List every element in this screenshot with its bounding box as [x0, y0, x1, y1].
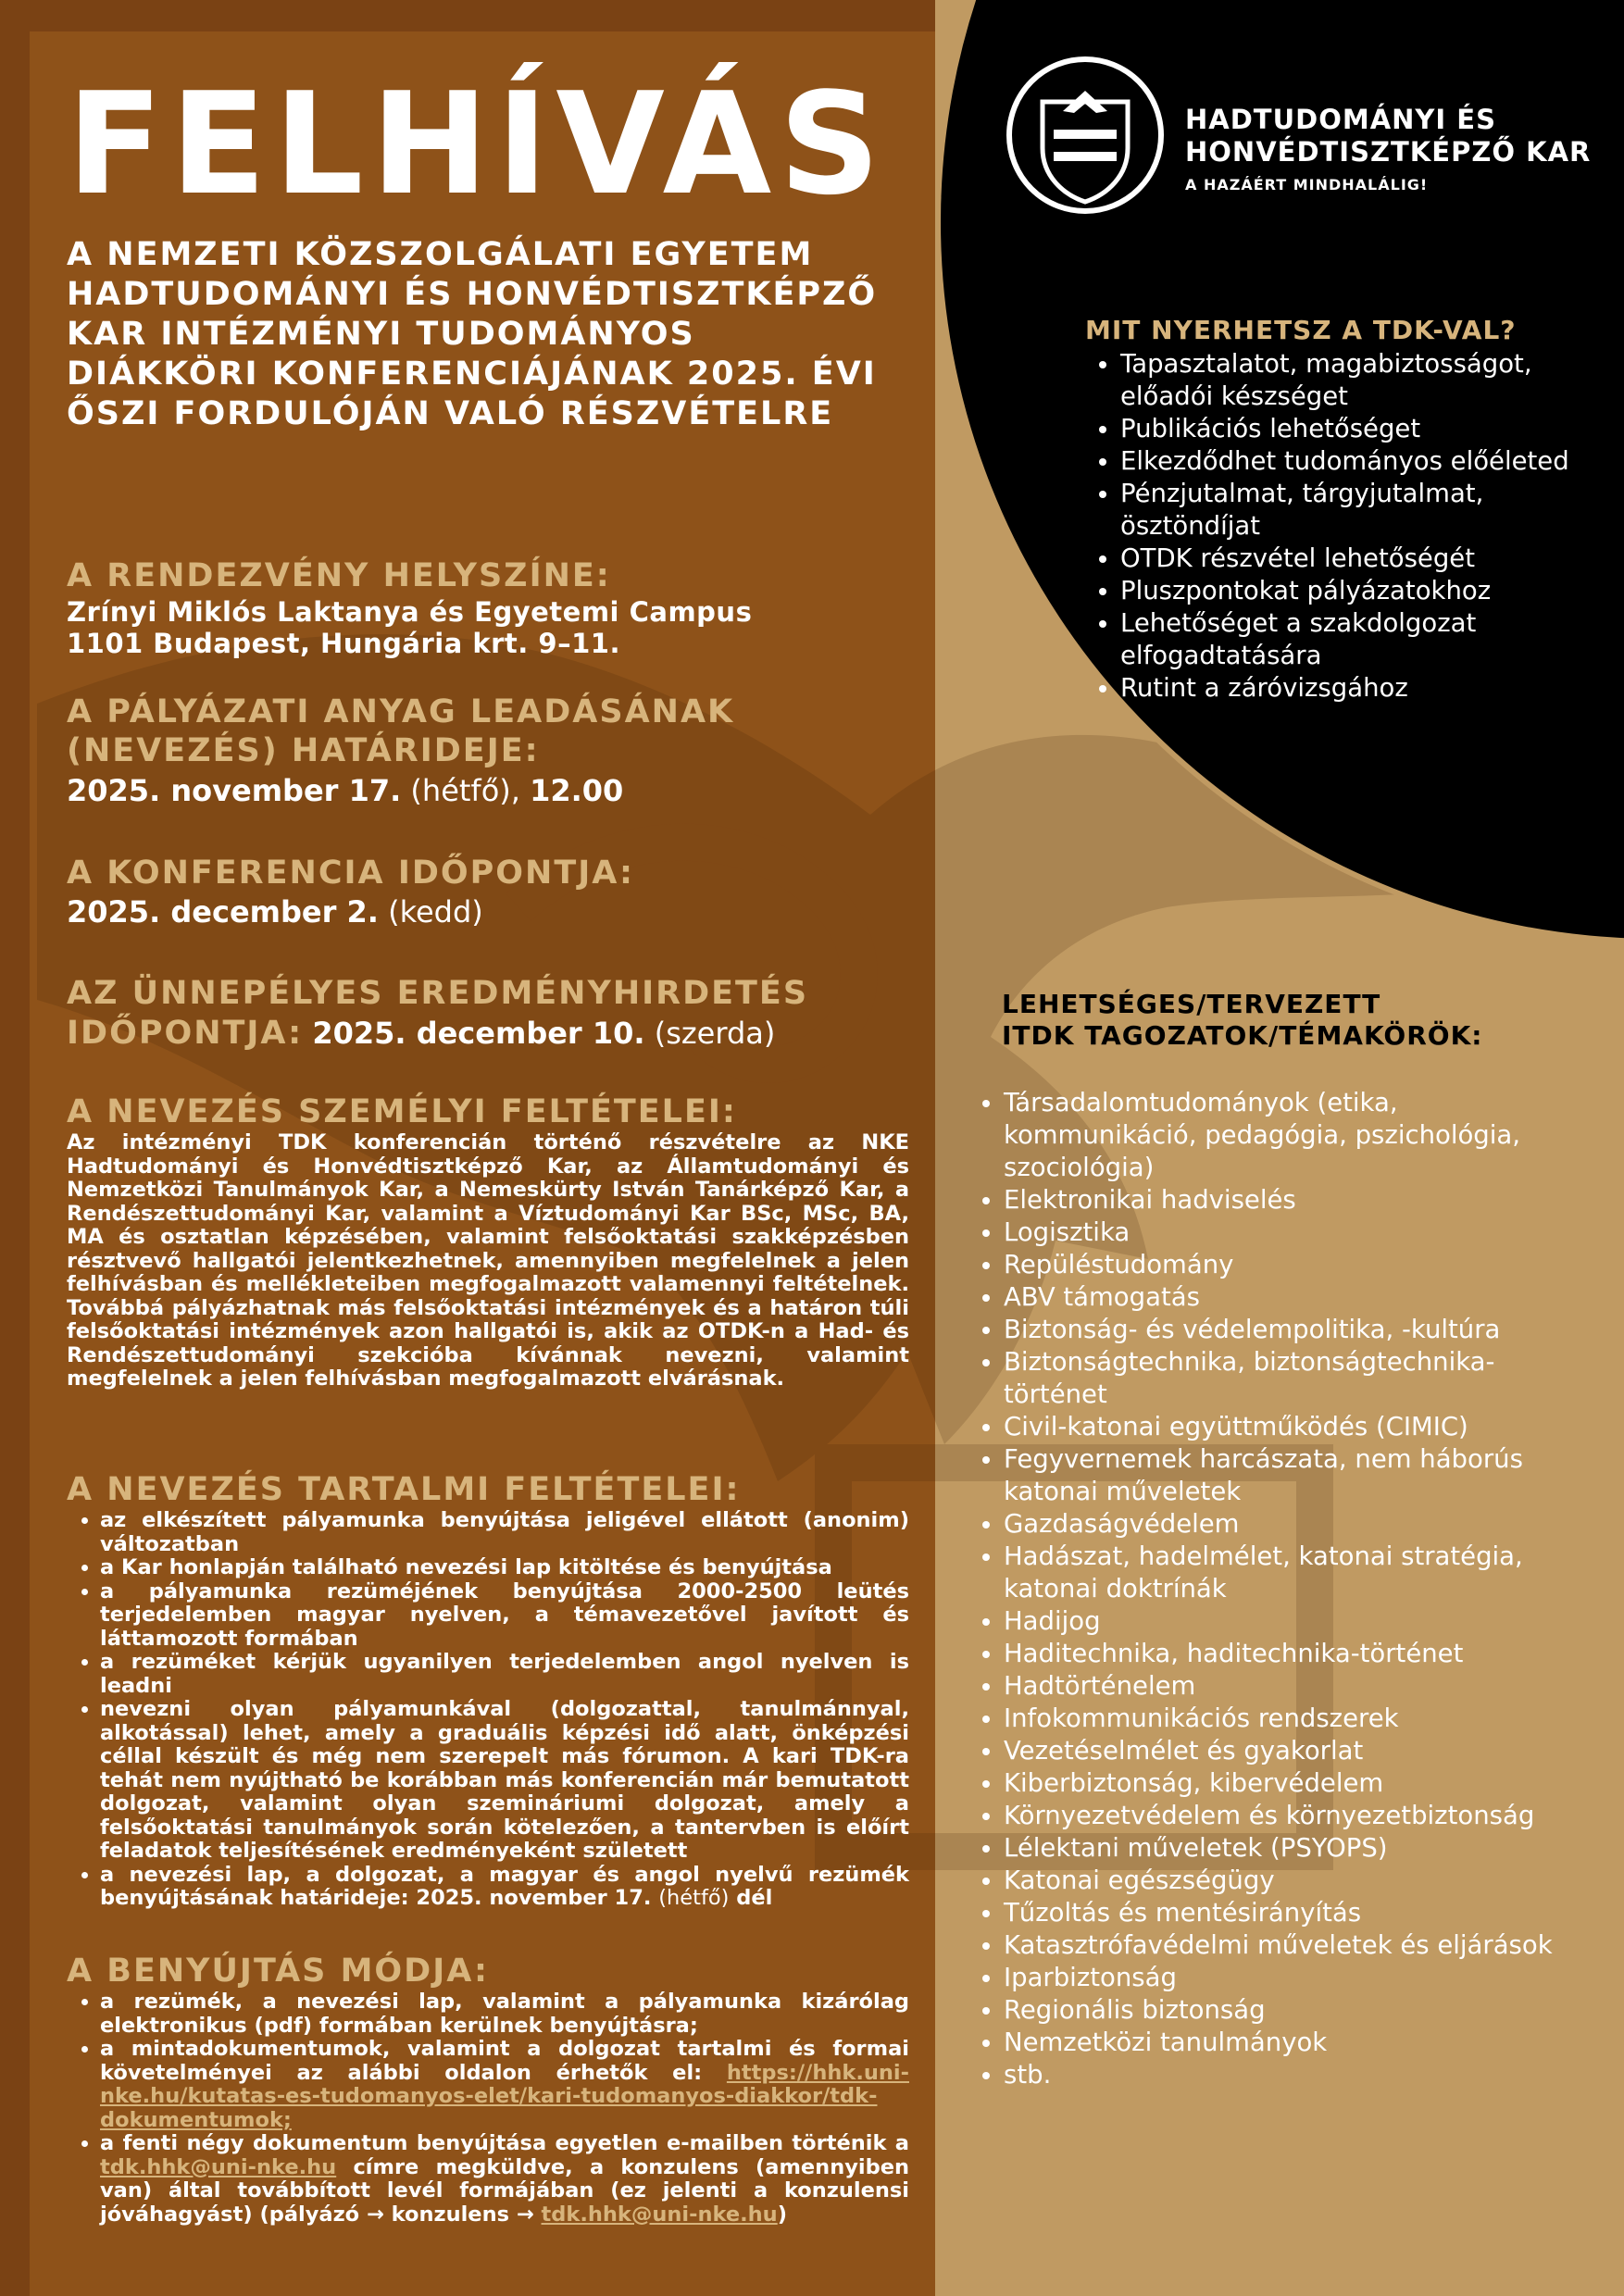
topics-list	[968, 1087, 1596, 2091]
content-req-list	[67, 1509, 909, 1911]
list-item: • Katonai egészségügy	[1004, 1865, 1596, 1897]
content-req-heading: A NEVEZÉS TARTALMI FELTÉTELEI:	[67, 1471, 741, 1508]
email-link-2[interactable]: tdk.hhk@uni-nke.hu	[541, 2202, 778, 2227]
conference-heading: A KONFERENCIA IDŐPONTJA:	[67, 855, 634, 892]
list-item: • Elkezdődhet tudományos előéleted	[1120, 445, 1602, 478]
list-item: • Biztonság- és védelempolitika, -kultúra	[1004, 1314, 1596, 1346]
subtitle: A NEMZETI KÖZSZOLGÁLATI EGYETEM HADTUDOMÁNYI ÉS HONVÉDTISZTKÉPZŐ KAR INTÉZMÉNYI TUDOMÁNYOS DIÁKKÖRI KONFERENCIÁJÁNAK 2025. ÉVI ŐSZI FORDULÓJÁN VALÓ RÉSZVÉTELRE	[67, 236, 878, 432]
list-item	[100, 2038, 909, 2132]
deadline-heading: A PÁLYÁZATI ANYAG LEADÁSÁNAK (NEVEZÉS) HATÁRIDEJE:	[67, 693, 735, 769]
list-item: • Regionális biztonság	[1004, 1994, 1596, 2027]
deadline-date: 2025. november 17.	[67, 773, 402, 808]
list-item: • Fegyvernemek harcászata, nem háborús katonai műveletek	[1004, 1443, 1596, 1508]
deadline-item-day: (hétfő)	[658, 1886, 730, 1910]
venue-section	[67, 555, 918, 659]
awards-date: 2025. december 10.	[312, 1016, 645, 1051]
submission-item3-a: a fenti négy dokumentum benyújtása egyetlen e-mailben történik a	[100, 2131, 909, 2155]
venue-line1: Zrínyi Miklós Laktanya és Egyetemi Campus	[67, 596, 753, 628]
list-item: • Lélektani műveletek (PSYOPS)	[1004, 1832, 1596, 1865]
topics-heading	[1002, 989, 1482, 1052]
org-name	[1185, 104, 1591, 168]
list-item: • stb.	[1004, 2059, 1596, 2091]
list-item: • Kiberbiztonság, kibervédelem	[1004, 1767, 1596, 1800]
list-item: • Hadijog	[1004, 1605, 1596, 1638]
list-item: • Társadalomtudományok (etika, kommunikáció, pedagógia, pszichológia, szociológia)	[1004, 1087, 1596, 1184]
documents-link[interactable]: https://hhk.uni-nke.hu/kutatas-es-tudomanyos-elet/kari-tudomanyos-diakkor/tdk-dokumentumok;	[100, 2060, 909, 2132]
page-title: FELHÍVÁS	[67, 62, 888, 226]
list-item: • OTDK részvétel lehetőségét	[1120, 543, 1602, 575]
list-item: • Repüléstudomány	[1004, 1249, 1596, 1281]
personal-text: Az intézményi TDK konferencián történő részvételre az NKE Hadtudományi és Honvédtisztképző Kar, az Államtudományi és Nemzetközi Tanulmányok Kar, a Nemeskürty István Tanárképző Kar, a Rendészettudományi Kar, valamint a Víztudományi Kar BSc, MSc, BA, MA és osztatlan képzésében, valamint felsőoktatási szakképzésben résztvevő hallgatói jelentkezhetnek, amennyiben megfelelnek a jelen felhívásban és mellékleteiben megfogalmazott valamennyi feltételnek. Továbbá pályázhatnak más felsőoktatási intézmények és a határon túli felsőoktatási intézmények azon hallgatói is, akik az OTDK-n a Had- és Rendészettudományi szekcióba kívánnak nevezni, valamint megfelelnek a jelen felhívásban megfogalmazott elvárásnak.	[67, 1130, 909, 1391]
list-item: • Biztonságtechnika, biztonságtechnika-történet	[1004, 1346, 1596, 1411]
list-item: • Nemzetközi tanulmányok	[1004, 2027, 1596, 2059]
list-item: • az elkészített pályamunka benyújtása jeligével ellátott (anonim) változatban	[100, 1509, 909, 1556]
list-item: • Civil-katonai együttműködés (CIMIC)	[1004, 1411, 1596, 1443]
list-item: • Katasztrófavédelmi műveletek és eljárások	[1004, 1929, 1596, 1962]
venue-heading: A RENDEZVÉNY HELYSZÍNE:	[67, 557, 611, 594]
conference-date: 2025. december 2.	[67, 894, 379, 930]
list-item: • Infokommunikációs rendszerek	[1004, 1703, 1596, 1735]
deadline-item-text: a nevezési lap, a dolgozat, a magyar és angol nyelvű rezümék benyújtásának határideje: 2025. november 17.	[100, 1862, 909, 1910]
list-item: • Tapasztalatot, magabiztosságot, előadói készséget	[1120, 348, 1602, 413]
list-item: • Gazdaságvédelem	[1004, 1508, 1596, 1541]
awards-heading: AZ ÜNNEPÉLYES EREDMÉNYHIRDETÉS	[67, 975, 809, 1012]
list-item: • a rezümék, a nevezési lap, valamint a pályamunka kizárólag elektronikus (pdf) formában kerülnek benyújtásra;	[100, 1990, 909, 2038]
list-item: • Pluszpontokat pályázatokhoz	[1120, 575, 1602, 607]
deadline-item-end: dél	[736, 1886, 773, 1910]
list-item: • Vezetéselmélet és gyakorlat	[1004, 1735, 1596, 1767]
submission-item2-text: a mintadokumentumok, valamint a dolgozat tartalmi és formai követelményei az alábbi oldalon érhetők el:	[100, 2037, 909, 2085]
list-item: • Publikációs lehetőséget	[1120, 413, 1602, 445]
list-item: • a pályamunka rezüméjének benyújtása 2000-2500 leütés terjedelemben magyar nyelven, a témavezetővel javított és láttamozott formában	[100, 1580, 909, 1652]
list-item: • Elektronikai hadviselés	[1004, 1184, 1596, 1217]
venue-line2: 1101 Budapest, Hungária krt. 9–11.	[67, 628, 620, 659]
list-item: • Lehetőséget a szakdolgozat elfogadtatására	[1120, 607, 1602, 672]
benefits-heading: MIT NYERHETSZ A TDK-VAL?	[1085, 315, 1517, 345]
list-item: • Hadtörténelem	[1004, 1670, 1596, 1703]
submission-heading: A BENYÚJTÁS MÓDJA:	[67, 1953, 489, 1990]
email-link[interactable]: tdk.hhk@uni-nke.hu	[100, 2154, 337, 2179]
list-item: • Rutint a záróvizsgához	[1120, 672, 1602, 705]
org-line1: HADTUDOMÁNYI ÉS	[1185, 104, 1496, 135]
personal-section	[67, 1092, 909, 1391]
conference-day: (kedd)	[388, 894, 483, 930]
deadline-time: 12.00	[530, 773, 624, 808]
list-item: • ABV támogatás	[1004, 1281, 1596, 1314]
submission-item3-b: címre megküldve, a konzulens (amennyiben van) által továbbított levél formájában (ez jelenti a konzulensi jóváhagyást) (pályázó → konzulens →	[100, 2154, 909, 2227]
submission-list	[67, 1990, 909, 2227]
list-item: • Iparbiztonság	[1004, 1962, 1596, 1994]
awards-heading-2: IDŐPONTJA:	[67, 1015, 304, 1052]
personal-heading: A NEVEZÉS SZEMÉLYI FELTÉTELEI:	[67, 1093, 737, 1130]
list-item: • Logisztika	[1004, 1217, 1596, 1249]
topics-heading-1: LEHETSÉGES/TERVEZETT	[1002, 989, 1381, 1019]
deadline-day: (hétfő),	[410, 773, 520, 808]
list-item: • Pénzjutalmat, tárgyjutalmat, ösztöndíjat	[1120, 478, 1602, 543]
motto: A HAZÁÉRT MINDHALÁLIG!	[1185, 176, 1429, 193]
topics-heading-2: ITDK TAGOZATOK/TÉMAKÖRÖK:	[1002, 1020, 1483, 1051]
submission-item3-c: )	[777, 2202, 787, 2227]
list-item: • a rezüméket kérjük ugyanilyen terjedelemben angol nyelven is leadni	[100, 1651, 909, 1698]
faculty-crest-icon	[1006, 56, 1165, 215]
list-item: • a Kar honlapján található nevezési lap kitöltése és benyújtása	[100, 1556, 909, 1580]
list-item: • nevezni olyan pályamunkával (dolgozattal, tanulmánnyal, alkotással) lehet, amely a graduális képzési idő alatt, önképzési céllal készült és még nem szerepelt más fórumon. A kari TDK-ra tehát nem nyújtható be korábban más konferencián már bemutatott dolgozat, valamint olyan szemináriumi dolgozat, amely a felsőoktatási tanulmányok során kötelezően, a tantervben is előírt feladatok teljesítésének eredményeként született	[100, 1698, 909, 1864]
submission-section	[67, 1952, 909, 2227]
conference-section	[67, 854, 918, 931]
list-item: • Haditechnika, haditechnika-történet	[1004, 1638, 1596, 1670]
deadline-section	[67, 693, 789, 811]
benefits-list	[1083, 348, 1602, 705]
list-item: • Környezetvédelem és környezetbiztonság	[1004, 1800, 1596, 1832]
list-item	[100, 1864, 909, 1911]
awards-day: (szerda)	[654, 1016, 776, 1051]
org-line2: HONVÉDTISZTKÉPZŐ KAR	[1185, 136, 1592, 168]
list-item: • Hadászat, hadelmélet, katonai stratégia, katonai doktrínák	[1004, 1541, 1596, 1605]
list-item	[100, 2132, 909, 2227]
content-req-section	[67, 1470, 909, 1911]
list-item: • Tűzoltás és mentésirányítás	[1004, 1897, 1596, 1929]
awards-section	[67, 974, 918, 1054]
